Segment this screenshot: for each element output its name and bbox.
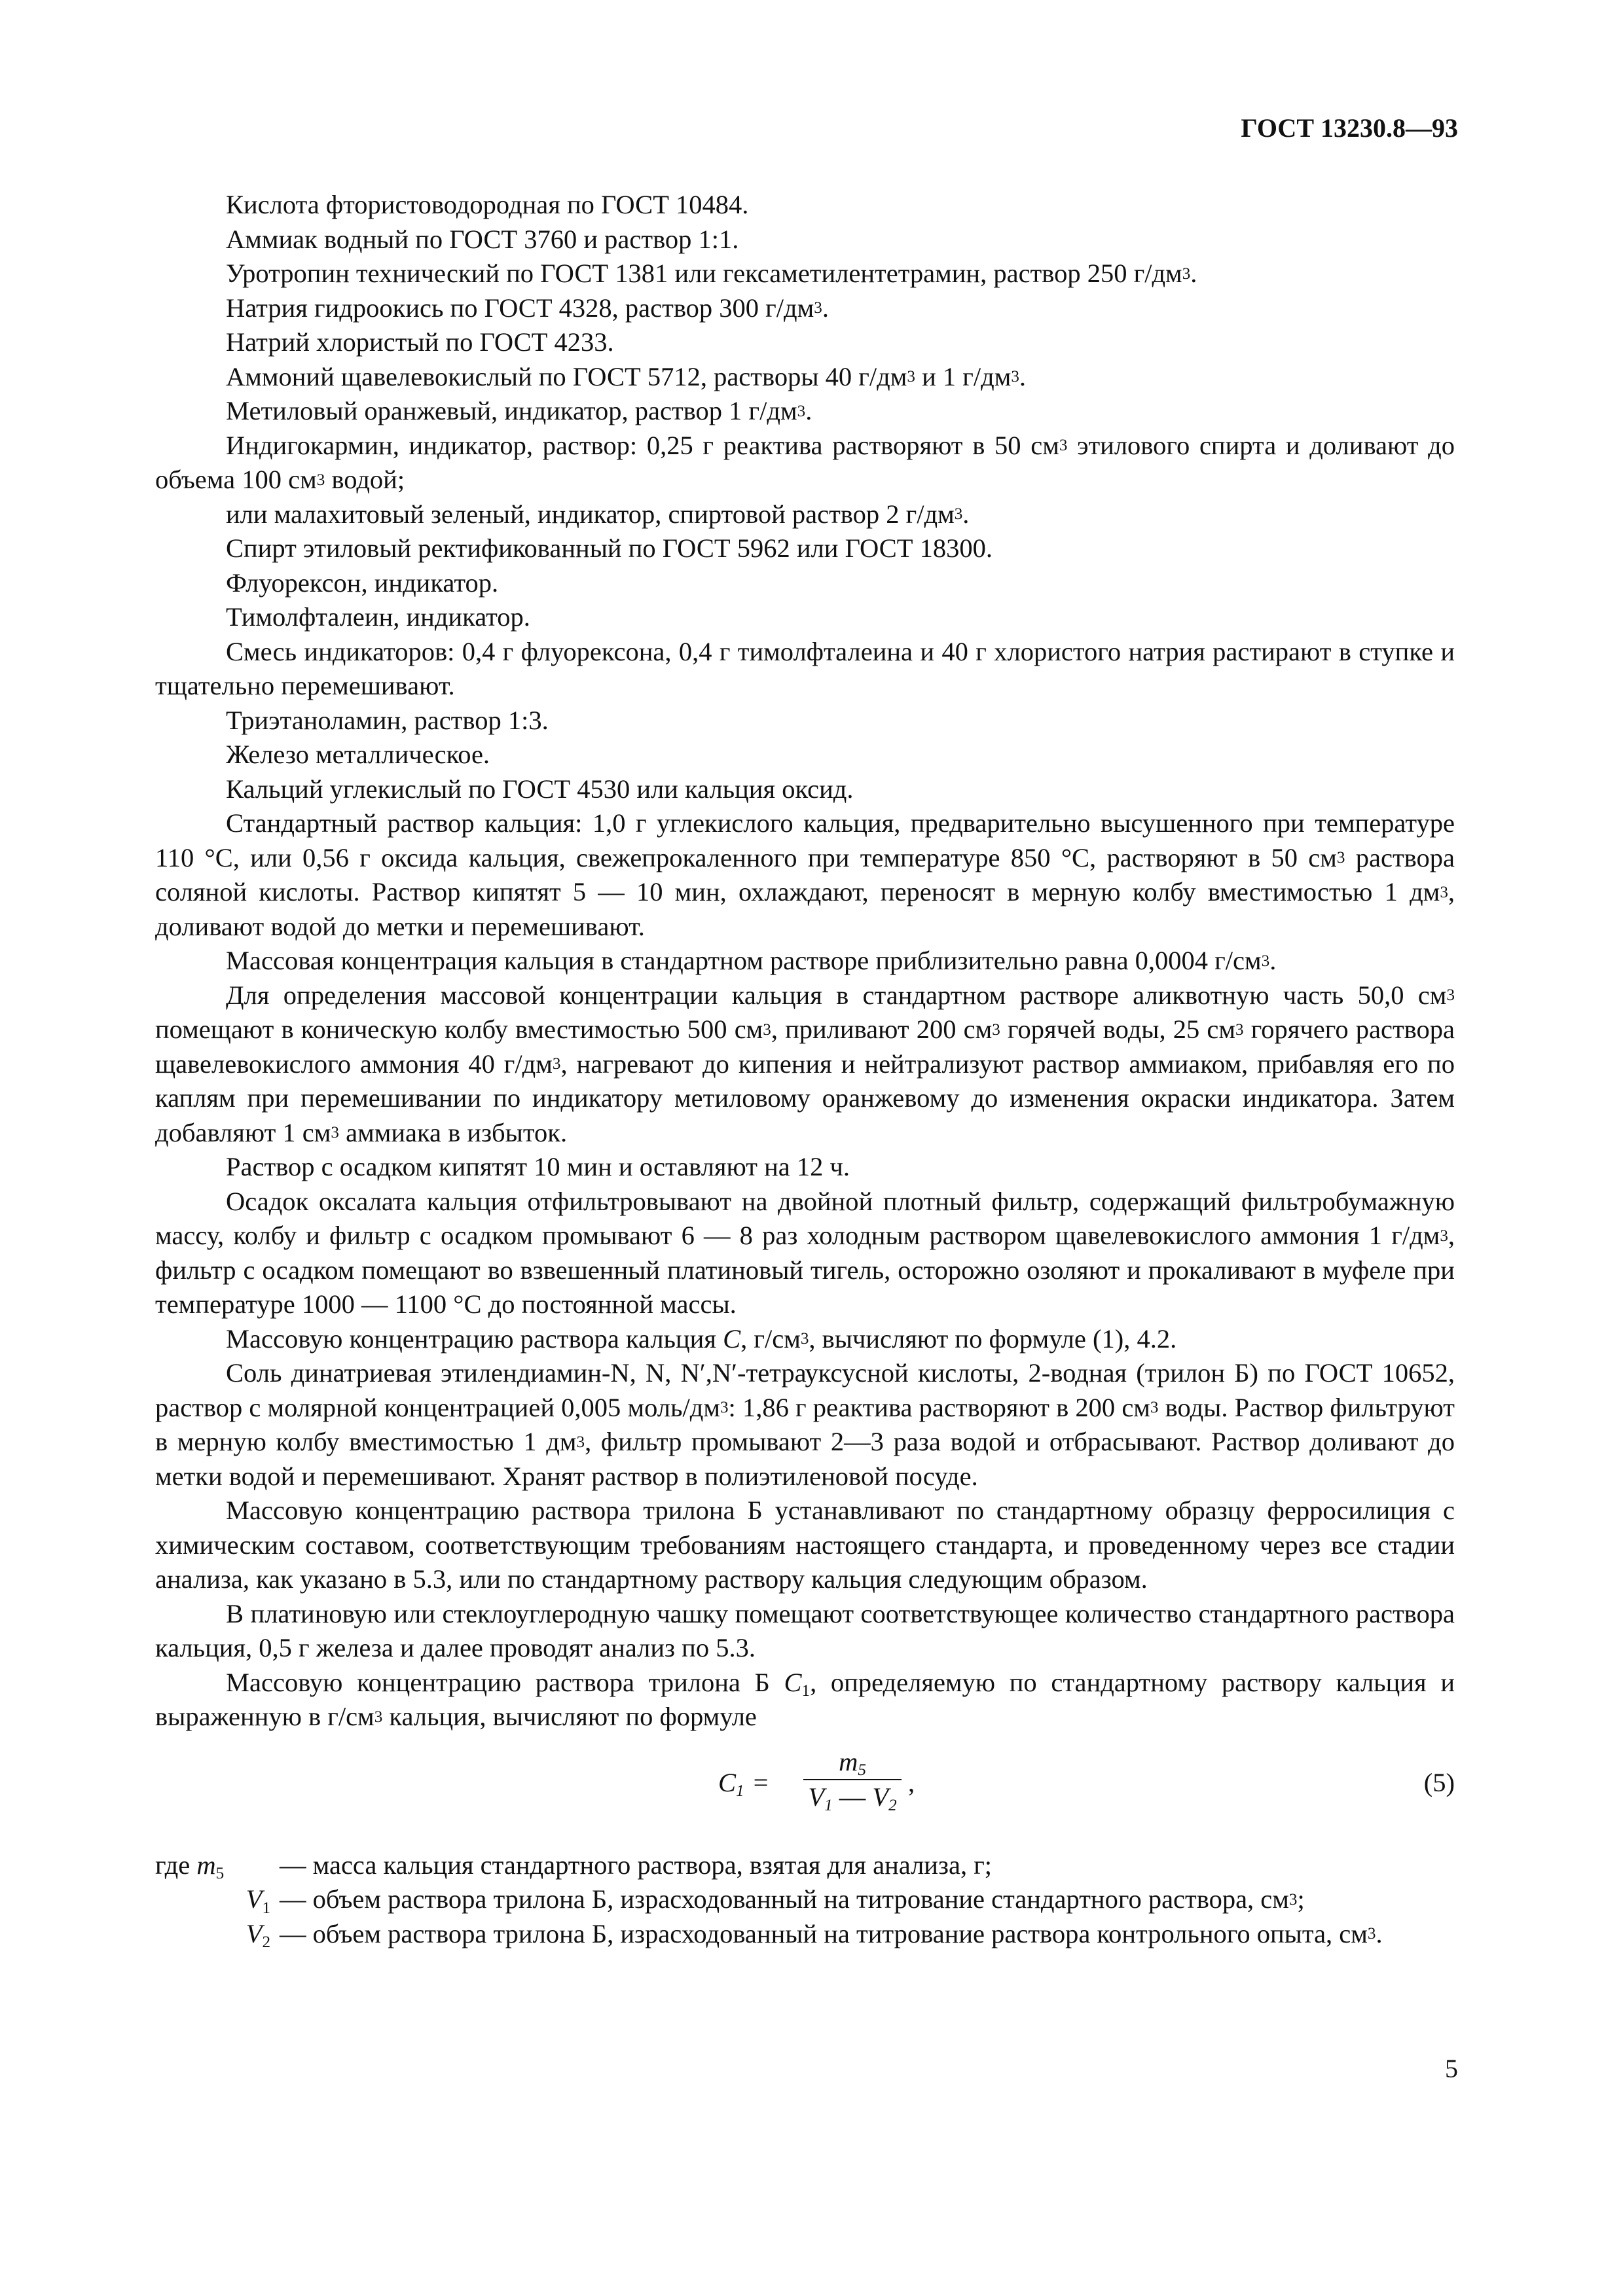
paragraph: В платиновую или стеклоуглеродную чашку помещают соответствующее количество стандартного раствора кальция, 0,5 г железа и далее проводят анализ по 5.3. bbox=[155, 1598, 1455, 1662]
definition-m5: где $m_5$ — масса кальция стандартного раствора, взятая для анализа, г; bbox=[155, 1850, 993, 1883]
page-number: 5 bbox=[1445, 2054, 1458, 2083]
formula-fraction bbox=[803, 1746, 902, 1813]
paragraph: Массовая концентрация кальция в стандартном растворе приблизительно равна 0,0004 $г/см^3$. bbox=[226, 946, 1277, 975]
formula-5 bbox=[155, 1738, 1455, 1837]
formula-numerator: $m_5$ bbox=[839, 1746, 866, 1780]
paragraph: Триэтаноламин, раствор 1:3. bbox=[226, 705, 549, 735]
paragraph: Массовую концентрацию раствора трилона Б устанавливают по стандартному образцу ферросилиция с химическим составом, соответствующим требованиям настоящего стандарта, и проведенному через все стадии анализа, как указано в 5.3, или по стандартному раствору кальция следующим образом. bbox=[155, 1496, 1455, 1594]
paragraph: Осадок оксалата кальция отфильтровывают на двойной плотный фильтр, содержащий фильтробумажную массу, колбу и фильтр с осадком промывают 6 — 8 раз холодным раствором щавелевокислого аммония 1 $г/дм^3$, фильтр с осадком помещают во взвешенный платиновый тигель, осторожно озоляют и прокаливают в муфеле при температуре 1000 — 1100 °С до постоянной массы. bbox=[155, 1186, 1455, 1319]
paragraph: Метиловый оранжевый, индикатор, раствор 1 $г/дм^3$. bbox=[226, 396, 812, 425]
paragraph: Уротропин технический по ГОСТ 1381 или гексаметилентетрамин, раствор 250 $г/дм^3$. bbox=[226, 259, 1197, 288]
paragraph: Массовую концентрацию раствора трилона Б $C_1$, определяемую по стандартному раствору кальция и выраженную в $г/см^3$ кальция, вычисляют по формуле bbox=[155, 1667, 1455, 1731]
paragraph: Спирт этиловый ректификованный по ГОСТ 5962 или ГОСТ 18300. bbox=[226, 533, 993, 563]
paragraph: или малахитовый зеленый, индикатор, спиртовой раствор 2 $г/дм^3$. bbox=[226, 499, 970, 529]
document-header: ГОСТ 13230.8—93 bbox=[1241, 113, 1458, 143]
paragraph: Флуорексон, индикатор. bbox=[226, 567, 499, 598]
paragraph: Раствор с осадком кипятят 10 мин и оставляют на 12 ч. bbox=[226, 1152, 850, 1181]
formula-number: (5) bbox=[1423, 1767, 1455, 1797]
formula-comma: , bbox=[908, 1767, 915, 1797]
paragraph: Индигокармин, индикатор, раствор: 0,25 г реактива растворяют в 50 $см^3$ этилового спирта и доливают до объема 100 $см^3$ водой; bbox=[155, 430, 1455, 494]
paragraph: Для определения массовой концентрации кальция в стандартном растворе аликвотную часть 50,0 $см^3$ помещают в коническую колбу вместимостью 500 $см^3$, приливают 200 $см^3$ горячей воды, 25 $см^3$ горячего раствора щавелевокислого аммония 40 $г/дм^3$, нагревают до кипения и нейтрализуют раствор аммиаком, прибавляя его по каплям при перемешивании по индикатору метиловому оранжевому до изменения окраски индикатора. Затем добавляют 1 $см^3$ аммиака в избыток. bbox=[155, 980, 1455, 1147]
paragraph: Кислота фтористоводородная по ГОСТ 10484. bbox=[226, 190, 749, 219]
formula-denominator: $V_1$ — $V_2$ bbox=[808, 1782, 897, 1815]
definition-v1: $V_1$ — объем раствора трилона Б, израсходованный на титрование стандартного раствора, $см^3$; bbox=[246, 1884, 1305, 1917]
paragraph: Массовую концентрацию раствора кальция C, $г/см^3$, вычисляют по формуле (1), 4.2. bbox=[226, 1323, 1177, 1354]
fraction-bar bbox=[803, 1779, 902, 1780]
document-body bbox=[155, 188, 1455, 1951]
paragraph: Натрий хлористый по ГОСТ 4233. bbox=[226, 327, 614, 357]
paragraph: Смесь индикаторов: 0,4 г флуорексона, 0,4 г тимолфталеина и 40 г хлористого натрия растирают в ступке и тщательно перемешивают. bbox=[155, 636, 1455, 700]
formula-lhs: $C_1$ = bbox=[718, 1767, 769, 1801]
paragraph: Натрия гидроокись по ГОСТ 4328, раствор 300 $г/дм^3$. bbox=[226, 293, 829, 323]
paragraph: Железо металлическое. bbox=[226, 740, 490, 769]
paragraph: Аммиак водный по ГОСТ 3760 и раствор 1:1. bbox=[226, 224, 739, 254]
definition-v2: $V_2$ — объем раствора трилона Б, израсходованный на титрование раствора контрольного опыта, $см^3$. bbox=[246, 1918, 1383, 1952]
paragraph: Кальций углекислый по ГОСТ 4530 или кальция оксид. bbox=[226, 774, 854, 804]
paragraph: Соль динатриевая этилендиамин-N, N, N′,N′-тетрауксусной кислоты, 2-водная (трилон Б) по ГОСТ 10652, раствор с молярной концентрацией 0,005 моль/$дм^3$: 1,86 г реактива растворяют в 200 $см^3$ воды. Раствор фильтруют в мерную колбу вместимостью 1 $дм^3$, фильтр промывают 2—3 раза водой и отбрасывают. Раствор доливают до метки водой и перемешивают. Хранят раствор в полиэтиленовой посуде. bbox=[155, 1358, 1455, 1491]
paragraph: Стандартный раствор кальция: 1,0 г углекислого кальция, предварительно высушенного при температуре 110 °С, или 0,56 г оксида кальция, свежепрокаленного при температуре 850 °С, растворяют в 50 $см^3$ раствора соляной кислоты. Раствор кипятят 5 — 10 мин, охлаждают, переносят в мерную колбу вместимостью 1 $дм^3$, доливают водой до метки и перемешивают. bbox=[155, 808, 1455, 941]
paragraph: Аммоний щавелевокислый по ГОСТ 5712, растворы 40 $г/дм^3$ и 1 $г/дм^3$. bbox=[226, 361, 1027, 391]
variable-definitions bbox=[155, 1848, 1455, 1952]
paragraph: Тимолфталеин, индикатор. bbox=[226, 602, 530, 632]
